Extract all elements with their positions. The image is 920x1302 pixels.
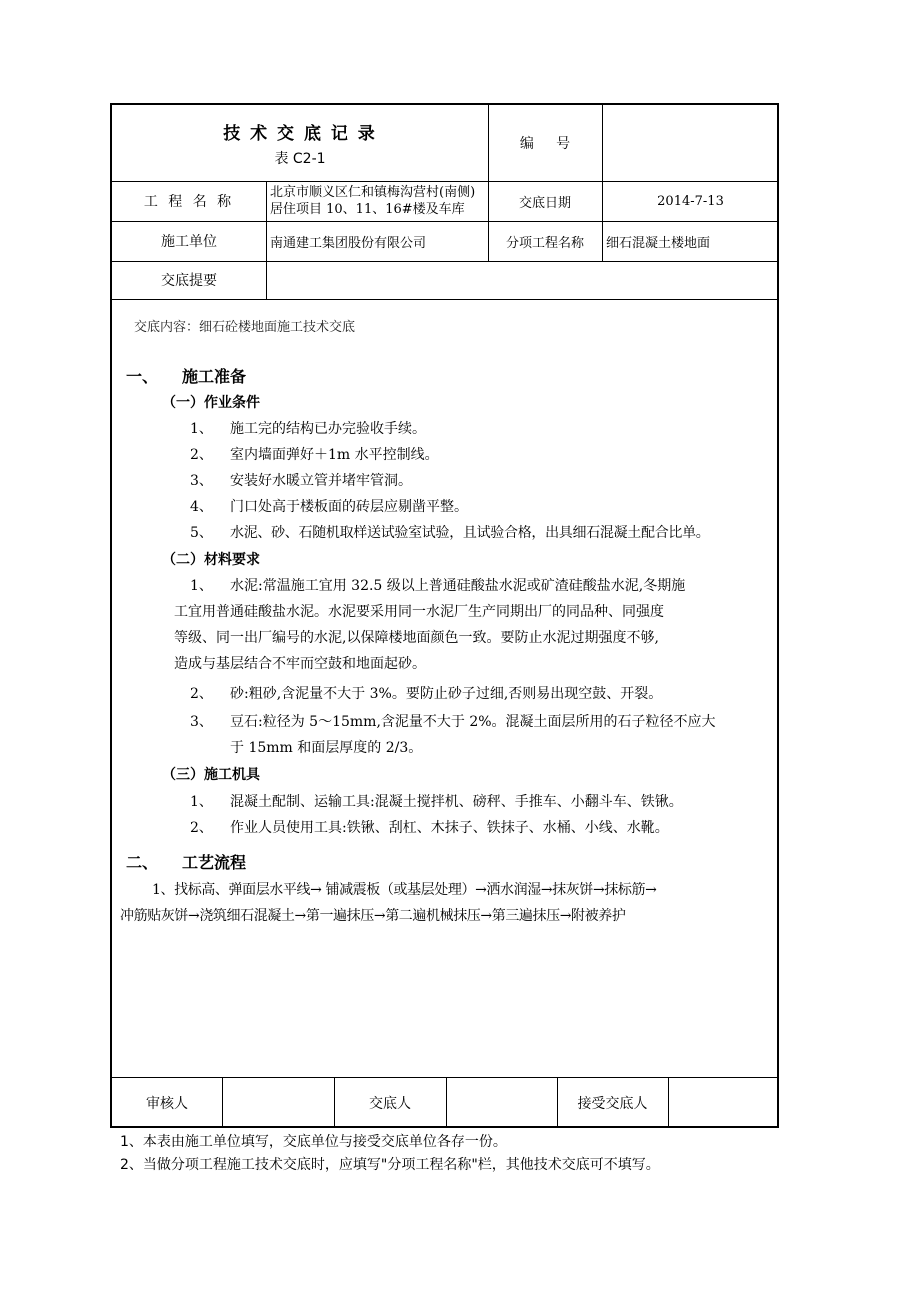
process-flow-line: 1、找标高、弹面层水平线→ 铺减震板（或基层处理）→洒水润湿→抹灰饼→抹标筋→ bbox=[152, 882, 657, 898]
list-item: 施工完的结构已办完验收手续。 bbox=[230, 421, 426, 437]
material-sand: 砂:粗砂,含泥量不大于 3%。要防止砂子过细,否则易出现空鼓、开裂。 bbox=[230, 686, 663, 702]
technical-disclosure-form bbox=[110, 103, 779, 1128]
list-item-number: 2、 bbox=[190, 447, 213, 463]
subproject-label: 分项工程名称 bbox=[505, 235, 584, 251]
contractor-label: 施工单位 bbox=[161, 234, 217, 250]
list-item: 室内墙面弹好＋1m 水平控制线。 bbox=[230, 447, 439, 463]
number-value bbox=[602, 105, 779, 181]
section-2-number: 二、 bbox=[126, 853, 159, 872]
contractor-value: 南通建工集团股份有限公司 bbox=[270, 235, 427, 251]
section-1-number: 一、 bbox=[126, 367, 159, 386]
row-divider bbox=[112, 299, 777, 300]
summary-label: 交底提要 bbox=[161, 273, 217, 289]
project-name-label: 工 程 名 称 bbox=[143, 194, 235, 210]
list-item-number: 3、 bbox=[190, 473, 213, 489]
list-item-number: 2、 bbox=[190, 820, 213, 836]
list-item-number: 3、 bbox=[190, 714, 213, 730]
section-2-title: 工艺流程 bbox=[182, 853, 247, 872]
list-item: 混凝土配制、运输工具:混凝土搅拌机、磅秤、手推车、小翻斗车、铁锹。 bbox=[230, 794, 683, 810]
list-item: 门口处高于楼板面的砖层应剔凿平整。 bbox=[230, 499, 468, 515]
list-item: 安装好水暖立管并堵牢管洞。 bbox=[230, 473, 412, 489]
process-flow-line: 冲筋贴灰饼→浇筑细石混凝土→第一遍抹压→第二遍机械抹压→第三遍抹压→附被养护 bbox=[120, 908, 626, 924]
material-cement-line: 工宜用普通硅酸盐水泥。水泥要采用同一水泥厂生产同期出厂的同品种、同强度 bbox=[174, 604, 664, 620]
form-title-cell bbox=[112, 105, 488, 181]
material-cement-line: 造成与基层结合不牢而空鼓和地面起砂。 bbox=[174, 656, 426, 672]
material-gravel-line: 于 15mm 和面层厚度的 2/3。 bbox=[230, 740, 423, 756]
reviewer-label: 审核人 bbox=[146, 1095, 188, 1112]
project-name-line: 居住项目 10、11、16#楼及车库 bbox=[270, 202, 465, 217]
subproject-value: 细石混凝土楼地面 bbox=[606, 235, 711, 251]
receiver-label: 接受交底人 bbox=[577, 1095, 648, 1112]
material-cement-line: 水泥:常温施工宜用 32.5 级以上普通硅酸盐水泥或矿渣硅酸盐水泥,冬期施 bbox=[230, 578, 686, 594]
date-value: 2014-7-13 bbox=[657, 193, 724, 209]
list-item: 作业人员使用工具:铁锹、刮杠、木抹子、铁抹子、水桶、小线、水靴。 bbox=[230, 820, 669, 836]
list-item: 水泥、砂、石随机取样送试验室试验，且试验合格，出具细石混凝土配合比单。 bbox=[230, 525, 710, 541]
section-1-title: 施工准备 bbox=[182, 367, 247, 386]
list-item-number: 1、 bbox=[190, 794, 213, 810]
summary-value bbox=[266, 261, 779, 299]
list-item-number: 1、 bbox=[190, 421, 213, 437]
list-item-number: 4、 bbox=[190, 499, 213, 515]
disclosure-intro: 交底内容：细石砼楼地面施工技术交底 bbox=[134, 320, 356, 335]
footnote: 1、本表由施工单位填写，交底单位与接受交底单位各存一份。 bbox=[120, 1134, 507, 1150]
receiver-value bbox=[668, 1077, 779, 1128]
subsection-work-conditions: （一）作业条件 bbox=[162, 395, 260, 411]
project-name-value bbox=[266, 181, 488, 221]
subsection-tools: （三）施工机具 bbox=[162, 767, 260, 783]
discloser-label: 交底人 bbox=[369, 1095, 411, 1112]
date-label: 交底日期 bbox=[518, 195, 571, 211]
form-number: 表 C2-1 bbox=[274, 150, 326, 167]
subsection-material-requirements: （二）材料要求 bbox=[162, 552, 260, 568]
project-name-line: 北京市顺义区仁和镇梅沟营村(南侧) bbox=[270, 185, 476, 200]
material-gravel-line: 豆石:粒径为 5～15mm,含泥量不大于 2%。混凝土面层所用的石子粒径不应大 bbox=[230, 714, 716, 730]
footnote: 2、当做分项工程施工技术交底时，应填写"分项工程名称"栏，其他技术交底可不填写。 bbox=[120, 1157, 660, 1173]
discloser-value bbox=[446, 1077, 557, 1128]
list-item-number: 2、 bbox=[190, 686, 213, 702]
form-title: 技 术 交 底 记 录 bbox=[223, 123, 377, 144]
number-label: 编 号 bbox=[519, 136, 571, 152]
list-item-number: 5、 bbox=[190, 525, 213, 541]
reviewer-value bbox=[222, 1077, 334, 1128]
list-item-number: 1、 bbox=[190, 578, 213, 594]
material-cement-line: 等级、同一出厂编号的水泥,以保障楼地面颜色一致。要防止水泥过期强度不够, bbox=[174, 630, 659, 646]
